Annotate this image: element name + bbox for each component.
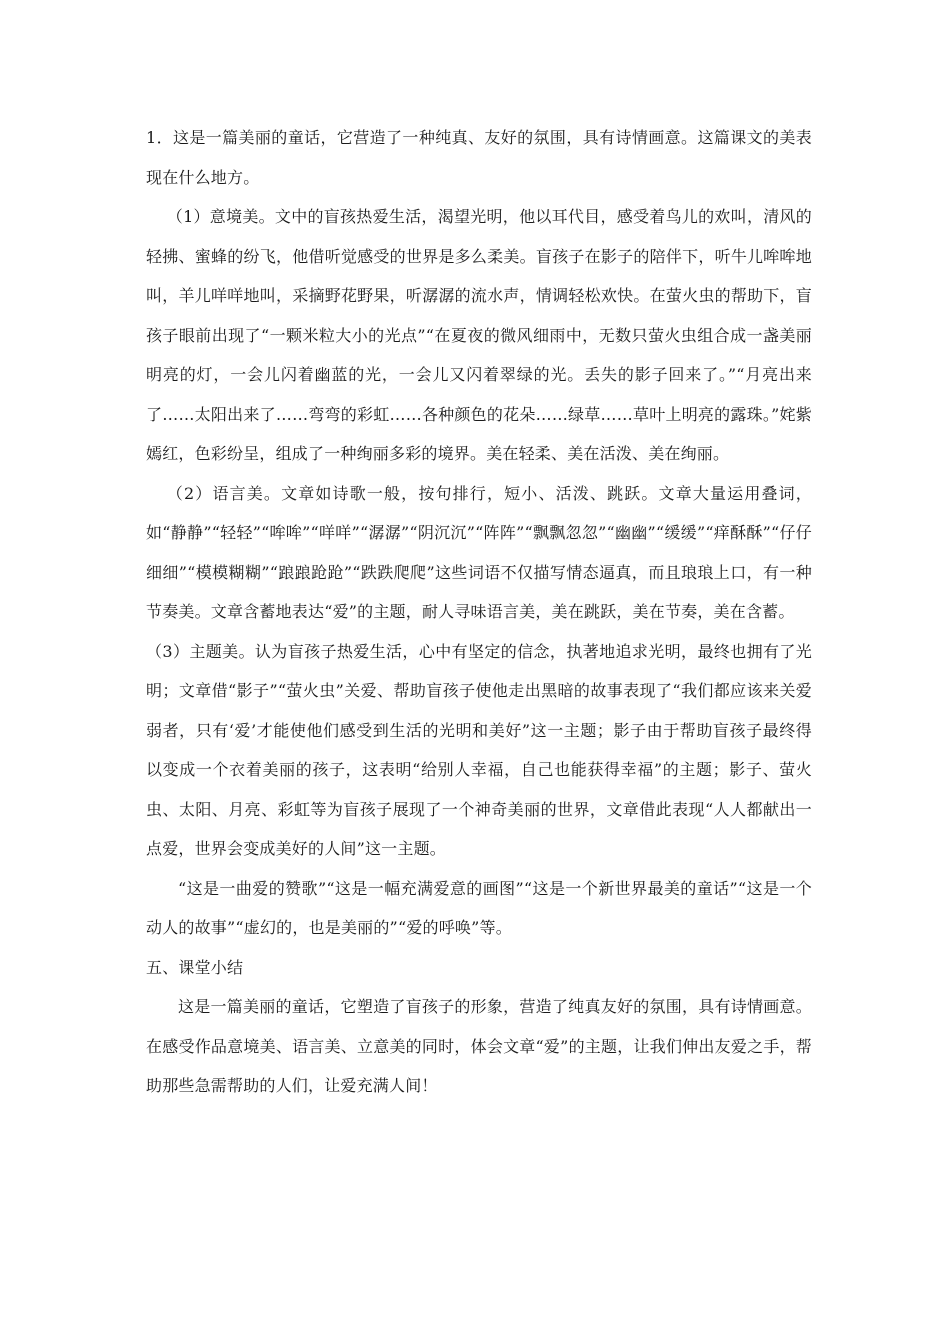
paragraph-praise-quotes: “这是一曲爱的赞歌”“这是一幅充满爱意的画图”“这是一个新世界最美的童话”“这是一个动人的故事”“虚幻的，也是美丽的”“爱的呼唤”等。 — [146, 878, 812, 937]
document-body — [146, 118, 812, 1106]
paragraph-theme-beauty: （3）主题美。认为盲孩子热爱生活，心中有坚定的信念，执著地追求光明，最终也拥有了光明；文章借“影子”“萤火虫”关爱、帮助盲孩子使他走出黑暗的故事表现了“我们都应该来关爱弱者，只有‘爱’才能使他们感受到生活的光明和美好”这一主题；影子由于帮助盲孩子最终得以变成一个衣着美丽的孩子，这表明“给别人幸福，自己也能获得幸福”的主题；影子、萤火虫、太阳、月亮、彩虹等为盲孩子展现了一个神奇美丽的世界，文章借此表现“人人都献出一点爱，世界会变成美好的人间”这一主题。 — [146, 641, 812, 858]
paragraph-artistic-conception: （1）意境美。文中的盲孩热爱生活，渴望光明，他以耳代目，感受着鸟儿的欢叫，清风的轻拂、蜜蜂的纷飞，他借听觉感受的世界是多么柔美。盲孩子在影子的陪伴下，听牛儿哞哞地叫，羊儿咩咩地叫，采摘野花野果，听潺潺的流水声，情调轻松欢快。在萤火虫的帮助下，盲孩子眼前出现了“一颗米粒大小的光点”“在夏夜的微风细雨中，无数只萤火虫组合成一盏美丽明亮的灯，一会儿闪着幽蓝的光，一会儿又闪着翠绿的光。丢失的影子回来了。”“月亮出来了……太阳出来了……弯弯的彩虹……各种颜色的花朵……绿草……草叶上明亮的露珠。”姹紫嫣红，色彩纷呈，组成了一种绚丽多彩的境界。美在轻柔、美在活泼、美在绚丽。 — [146, 207, 812, 463]
question-1: 1．这是一篇美丽的童话，它营造了一种纯真、友好的氛围，具有诗情画意。这篇课文的美表现在什么地方。 — [146, 128, 812, 187]
paragraph-summary: 这是一篇美丽的童话，它塑造了盲孩子的形象，营造了纯真友好的氛围，具有诗情画意。在感受作品意境美、语言美、立意美的同时，体会文章“爱”的主题，让我们伸出友爱之手，帮助那些急需帮助的人们，让爱充满人间！ — [146, 997, 812, 1095]
paragraph-language-beauty: （2）语言美。文章如诗歌一般，按句排行，短小、活泼、跳跃。文章大量运用叠词，如“静静”“轻轻”“哞哞”“咩咩”“潺潺”“阴沉沉”“阵阵”“飘飘忽忽”“幽幽”“缓缓”“痒酥酥”“仔仔细细”“模模糊糊”“踉踉跄跄”“跌跌爬爬”这些词语不仅描写情态逼真，而且琅琅上口，有一种节奏美。文章含蓄地表达“爱”的主题，耐人寻味语言美，美在跳跃，美在节奏，美在含蓄。 — [146, 483, 812, 621]
section-heading: 五、课堂小结 — [146, 957, 244, 977]
